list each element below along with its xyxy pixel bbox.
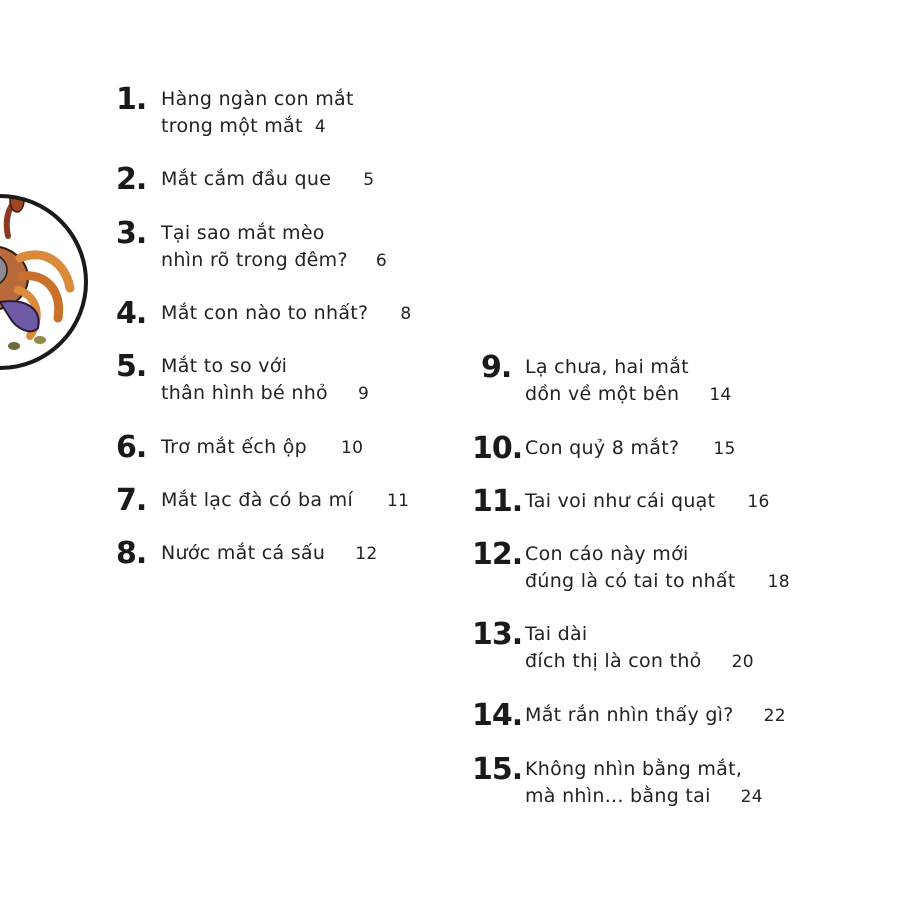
toc-page-number: 18 bbox=[767, 572, 790, 592]
toc-number: 11. bbox=[472, 484, 523, 519]
crab-illustration-icon bbox=[0, 178, 90, 388]
toc-title: Lạ chưa, hai mắt dồn về một bên 14 bbox=[525, 356, 732, 405]
toc-number: 12. bbox=[472, 537, 523, 572]
toc-item-14[interactable] bbox=[472, 698, 786, 733]
toc-page-number: 12 bbox=[355, 544, 378, 564]
toc-number: 7. bbox=[116, 483, 147, 518]
toc-page-number: 22 bbox=[763, 706, 786, 726]
toc-page-number: 20 bbox=[731, 652, 754, 672]
toc-item-3[interactable] bbox=[116, 216, 387, 275]
toc-page-number: 8 bbox=[400, 304, 412, 324]
toc-title: Tại sao mắt mèo nhìn rõ trong đêm? 6 bbox=[161, 222, 387, 271]
toc-title: Hàng ngàn con mắt trong một mắt 4 bbox=[161, 88, 354, 137]
toc-item-7[interactable] bbox=[116, 483, 410, 518]
toc-page-number: 11 bbox=[387, 491, 410, 511]
toc-page-number: 16 bbox=[747, 492, 770, 512]
toc-item-2[interactable] bbox=[116, 162, 375, 197]
toc-number: 15. bbox=[472, 752, 523, 787]
toc-item-4[interactable] bbox=[116, 296, 412, 331]
toc-title: Tai voi như cái quạt 16 bbox=[525, 490, 770, 512]
toc-item-11[interactable] bbox=[472, 484, 770, 519]
toc-item-6[interactable] bbox=[116, 430, 364, 465]
toc-title: Mắt to so với thân hình bé nhỏ 9 bbox=[161, 355, 370, 404]
toc-number: 4. bbox=[116, 296, 147, 331]
toc-number: 6. bbox=[116, 430, 147, 465]
toc-number: 8. bbox=[116, 536, 147, 571]
toc-page-number: 14 bbox=[709, 385, 732, 405]
toc-title: Con quỷ 8 mắt? 15 bbox=[525, 437, 736, 459]
toc-item-12[interactable] bbox=[472, 537, 790, 596]
toc-page-number: 15 bbox=[713, 439, 736, 459]
toc-title: Nước mắt cá sấu 12 bbox=[161, 542, 378, 564]
toc-page-number: 6 bbox=[375, 251, 387, 271]
toc-title: Mắt con nào to nhất? 8 bbox=[161, 302, 412, 324]
toc-number: 10. bbox=[472, 431, 523, 466]
toc-number: 2. bbox=[116, 162, 147, 197]
toc-item-1[interactable] bbox=[116, 82, 354, 141]
toc-title: Tai dài đích thị là con thỏ 20 bbox=[525, 623, 754, 672]
toc-title: Con cáo này mới đúng là có tai to nhất 18 bbox=[525, 543, 790, 592]
toc-page-number: 10 bbox=[341, 438, 364, 458]
toc-title: Trơ mắt ếch ộp 10 bbox=[161, 436, 364, 458]
toc-title: Mắt lạc đà có ba mí 11 bbox=[161, 489, 410, 511]
toc-number: 9. bbox=[481, 350, 512, 385]
toc-item-13[interactable] bbox=[472, 617, 754, 676]
toc-item-5[interactable] bbox=[116, 349, 370, 408]
toc-number: 3. bbox=[116, 216, 147, 251]
toc-number: 13. bbox=[472, 617, 523, 652]
toc-page-number: 4 bbox=[314, 117, 326, 137]
toc-page-number: 9 bbox=[357, 384, 370, 404]
toc-title: Không nhìn bằng mắt, mà nhìn... bằng tai 24 bbox=[525, 758, 763, 807]
toc-page-number: 24 bbox=[740, 787, 763, 807]
toc-item-10[interactable] bbox=[472, 431, 736, 466]
toc-item-15[interactable] bbox=[472, 752, 763, 811]
toc-item-8[interactable] bbox=[116, 536, 378, 571]
toc-title: Mắt rắn nhìn thấy gì? 22 bbox=[525, 704, 786, 726]
toc-page-number: 5 bbox=[363, 170, 375, 190]
toc-title: Mắt cắm đầu que 5 bbox=[161, 168, 375, 190]
toc-item-9[interactable] bbox=[481, 350, 732, 409]
toc-number: 1. bbox=[116, 82, 147, 117]
toc-number: 14. bbox=[472, 698, 523, 733]
toc-number: 5. bbox=[116, 349, 147, 384]
